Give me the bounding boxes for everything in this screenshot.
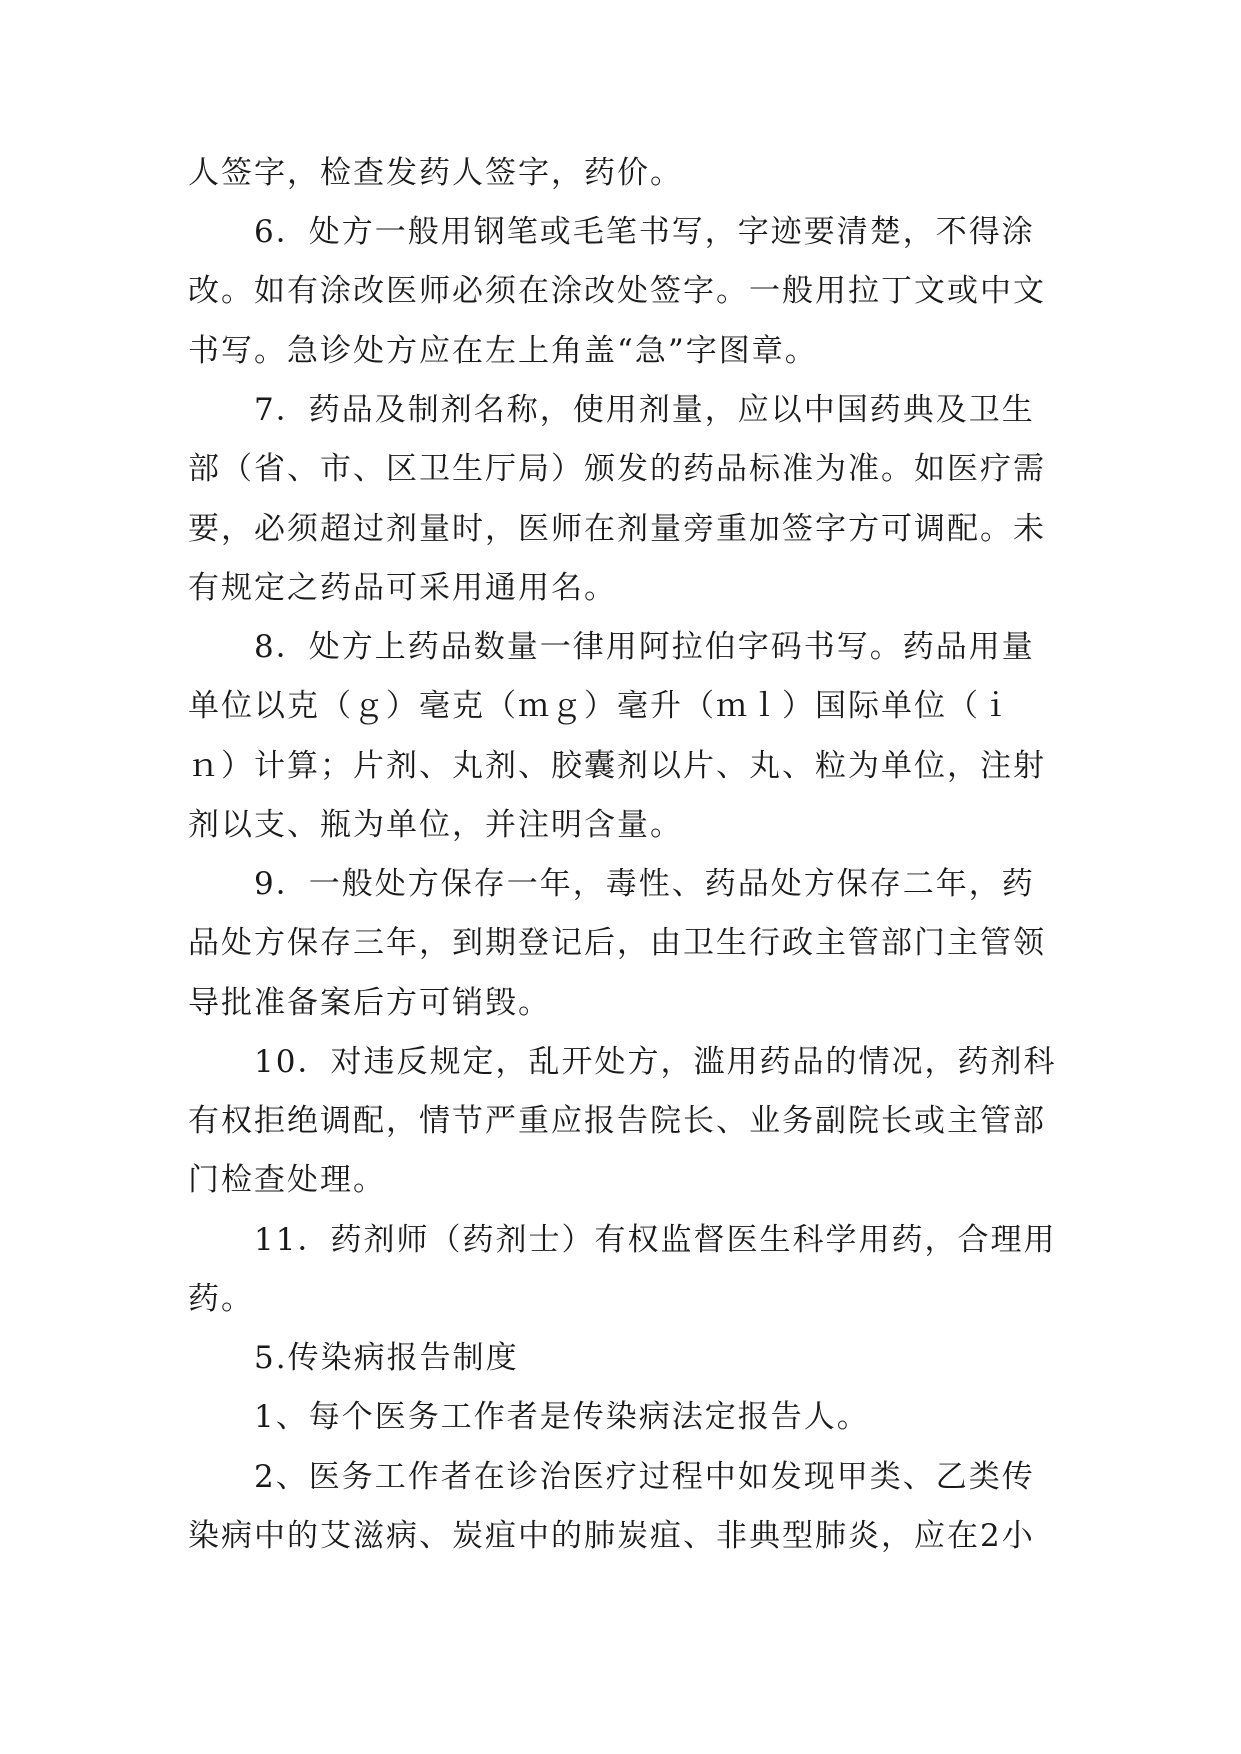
text-line: 剂以支、瓶为单位，并注明含量。	[188, 807, 683, 843]
text-line: 部（省、市、区卫生厅局）颁发的药品标准为准。如医疗需	[188, 451, 1046, 487]
text-line: 10．对违反规定，乱开处方，滥用药品的情况，药剂科	[188, 1044, 1057, 1080]
text-line: 6．处方一般用钢笔或毛笔书写，字迹要清楚，不得涂	[188, 214, 1035, 250]
text-line: 1、每个医务工作者是传染病法定报告人。	[188, 1399, 870, 1435]
text-line: 改。如有涂改医师必须在涂改处签字。一般用拉丁文或中文	[188, 273, 1046, 309]
text-line: 要，必须超过剂量时，医师在剂量旁重加签字方可调配。未	[188, 511, 1046, 547]
text-line: 人签字，检查发药人签字，药价。	[188, 155, 683, 191]
text-line: 11．药剂师（药剂士）有权监督医生科学用药，合理用	[188, 1222, 1057, 1258]
text-line: 导批准备案后方可销毁。	[188, 985, 551, 1021]
text-line: 有规定之药品可采用通用名。	[188, 570, 617, 606]
text-line: 染病中的艾滋病、炭疽中的肺炭疽、非典型肺炎，应在2小	[188, 1518, 1035, 1554]
text-line: 7．药品及制剂名称，使用剂量，应以中国药典及卫生	[188, 392, 1035, 428]
text-line: 8．处方上药品数量一律用阿拉伯字码书写。药品用量	[188, 629, 1035, 665]
text-line: ｎ）计算；片剂、丸剂、胶囊剂以片、丸、粒为单位，注射	[188, 748, 1046, 784]
text-line: 9．一般处方保存一年，毒性、药品处方保存二年，药	[188, 866, 1035, 902]
text-line: 书写。急诊处方应在左上角盖“急”字图章。	[188, 333, 818, 369]
text-line: 单位以克（ｇ）毫克（ｍｇ）毫升（ｍｌ）国际单位（ｉ	[188, 688, 1013, 724]
text-line: 药。	[188, 1281, 254, 1317]
text-line: 有权拒绝调配，情节严重应报告院长、业务副院长或主管部	[188, 1103, 1046, 1139]
text-line: 品处方保存三年，到期登记后，由卫生行政主管部门主管领	[188, 925, 1046, 961]
text-line: 2、医务工作者在诊治医疗过程中如发现甲类、乙类传	[188, 1459, 1035, 1495]
text-line: 门检查处理。	[188, 1162, 386, 1198]
section-heading: 5.传染病报告制度	[188, 1340, 519, 1376]
